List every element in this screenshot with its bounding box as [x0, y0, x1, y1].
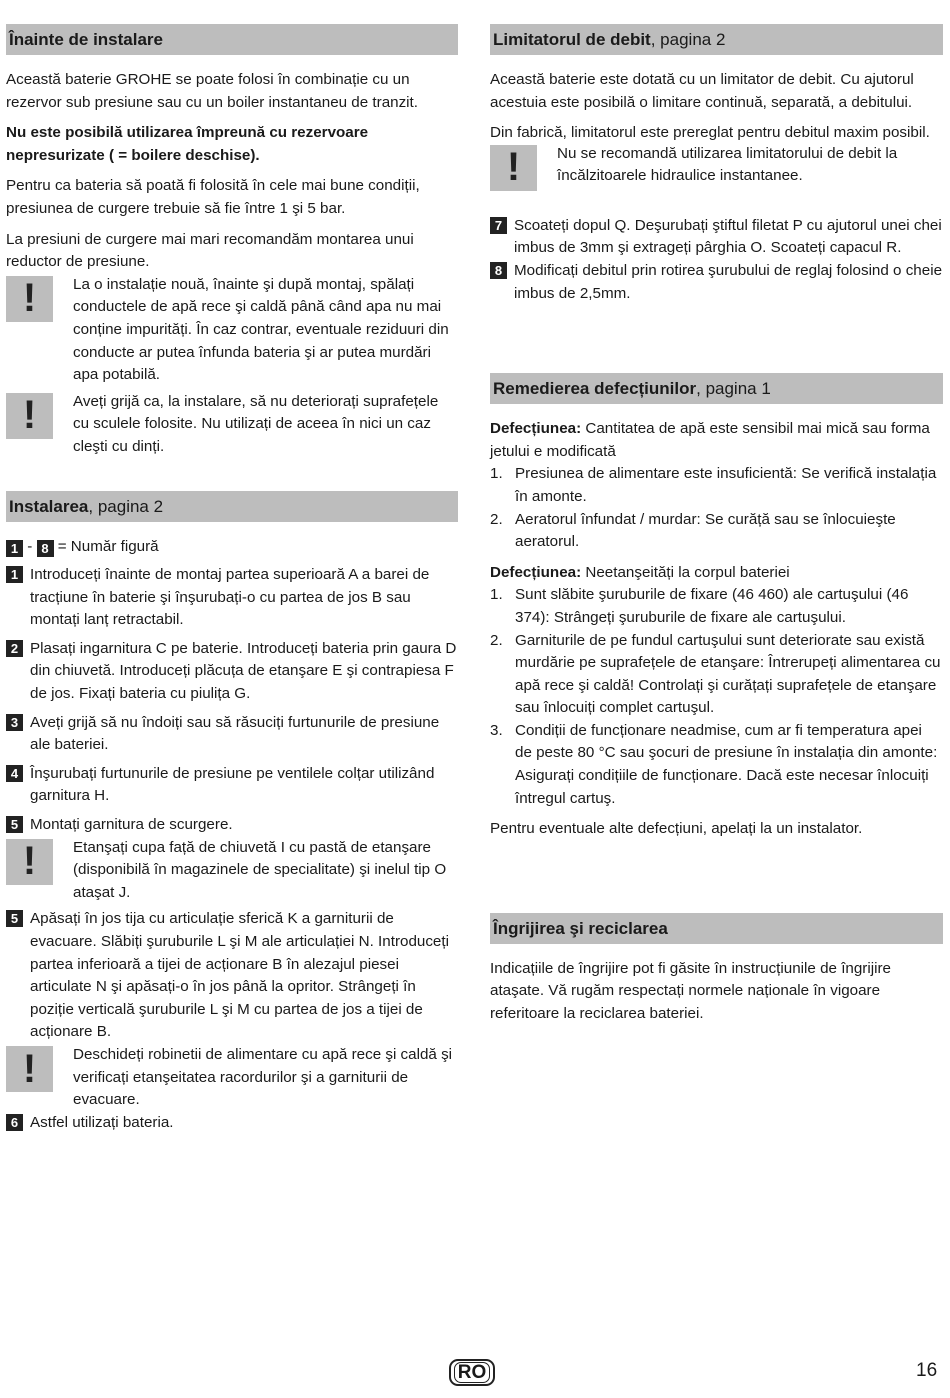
fault-1-description: Defecțiunea: Cantitatea de apă este sensibil mai mică sau forma jetului e modificată: [490, 420, 930, 460]
figure-number-badge: 8: [490, 262, 507, 279]
paragraph-intro: Această baterie GROHE se poate folosi în combinație cu un rezervor sub presiune sau cu un boiler instantaneu de tranzit.: [6, 71, 418, 111]
paragraph-limiter-factory: Din fabrică, limitatorul este prereglat pentru debitul maxim posibil.: [490, 124, 930, 142]
warning-box-limiter: [490, 143, 943, 191]
list-item: 1. Presiunea de alimentare este insuficientă: Se verifică instalația în amonte.: [490, 465, 937, 505]
section-title-flow-limiter: Limitatorul de debit, pagina 2: [490, 24, 943, 55]
section-title-troubleshooting: Remedierea defecțiunilor, pagina 1: [490, 373, 943, 404]
figure-number-badge: 3: [6, 714, 23, 731]
warning-text-flush: La o instalație nouă, înainte şi după montaj, spălați conductele de apă rece şi caldă până când apa nu mai conține impurități. În caz contrar, eventuale reziduuri din conducte ar putea înfunda bateria şi ar putea murdări apa potabilă.: [73, 275, 449, 384]
figure-number-badge: 1: [6, 540, 23, 557]
figure-number-badge: 6: [6, 1114, 23, 1131]
right-column: [490, 24, 943, 1034]
install-step: [6, 712, 458, 757]
section-title-care: Îngrijirea şi reciclarea: [490, 913, 943, 944]
step-text: Montați garnitura de scurgere.: [30, 816, 233, 834]
paragraph-care: Indicațiile de îngrijire pot fi găsite în instrucțiunile de îngrijire ataşate. Vă rugăm respectați normele naționale în vigoare referitoare la reciclarea bateriei.: [490, 959, 891, 1023]
step-text: Modificați debitul prin rotirea şurubului de reglaj folosind o cheie imbus de 2,5mm.: [514, 261, 943, 302]
section-title-install: Instalarea, pagina 2: [6, 491, 458, 522]
figure-number-badge: 8: [37, 540, 54, 557]
section-title-before-install: Înainte de instalare: [6, 24, 458, 55]
step-text: Scoateți dopul Q. Deşurubați ştiftul filetat P cu ajutorul unei chei imbus de 3mm şi extrageți pârghia O. Scoateți capacul R.: [514, 216, 942, 257]
page-number: 16: [916, 1360, 938, 1381]
figure-number-badge: 4: [6, 765, 23, 782]
list-item: 2. Garniturile de pe fundul cartuşului sunt deteriorate sau există murdărie pe suprafețele de etanşare: Întrerupeți alimentarea cu apă rece şi caldă! Controlați şi curățați suprafețele de etanşare sau înlocuiți complet cartuşul.: [490, 631, 941, 717]
step-text: Apăsați în jos tija cu articulație sferică K a garniturii de evacuare. Slăbiți şuruburile L şi M ale articulației N. Introduceți partea inferioară a tijei de acționare B în alezajul piesei articulate N şi apăsați-o în jos până la opritor. Strângeți în poziție verticală şuruburile L şi M cu partea de jos a tijei de acționare B.: [30, 910, 449, 1041]
install-step: [6, 638, 458, 706]
figure-number-badge: 1: [6, 566, 23, 583]
warning-icon: !: [6, 1046, 53, 1092]
figure-number-badge: 5: [6, 910, 23, 927]
figure-number-badge: 7: [490, 217, 507, 234]
section-troubleshooting: [490, 373, 943, 841]
figure-number-badge: 5: [6, 816, 23, 833]
paragraph-reducer: La presiuni de curgere mai mari recomandăm montarea unui reductor de presiune.: [6, 230, 414, 271]
language-badge: RO: [449, 1359, 495, 1386]
limiter-step: [490, 215, 943, 260]
step-text: Înşurubați furtunurile de presiune pe ventilele colțar utilizând garnitura H.: [30, 764, 435, 805]
warning-icon: !: [6, 393, 53, 439]
left-column: [6, 24, 458, 1140]
warning-text-limiter: Nu se recomandă utilizarea limitatorului de debit la încălzitoarele hidraulice instantanee.: [557, 144, 898, 185]
install-step: [6, 814, 458, 837]
list-item: 1. Sunt slăbite şuruburile de fixare (46 460) ale cartuşului (46 374): Strângeți şuruburile de fixare ale cartuşului.: [490, 586, 909, 626]
list-item: 3. Condiții de funcționare neadmise, cum ar fi temperatura apei de peste 80 °C sau şocuri de presiune în instalația din amonte: Asigurați condițiile de funcționare. Dacă este necesar înlocuiți întregul cartuş.: [490, 721, 938, 807]
fault-2-description: Defecțiunea: Neetanşeități la corpul bateriei: [490, 563, 790, 581]
paragraph-limiter-intro: Această baterie este dotată cu un limitator de debit. Cu ajutorul acestuia este posibilă o limitare continuă, separată, a debitului.: [490, 71, 914, 111]
limiter-step: [490, 260, 943, 305]
list-item: 2. Aeratorul înfundat / murdar: Se curăță sau se înlocuieşte aeratorul.: [490, 510, 896, 551]
install-step: [6, 1112, 458, 1135]
figure-legend: 1 - 8 = Număr figură: [6, 536, 458, 559]
warning-icon: !: [490, 145, 537, 191]
section-care: [490, 913, 943, 1026]
warning-text-check: Deschideți robinetii de alimentare cu apă rece şi caldă şi verificați etanşeitatea racordurilor şi a garniturii de evacuare.: [73, 1045, 453, 1109]
warning-text-seal: Etanşați cupa față de chiuvetă I cu pastă de etanşare (disponibilă în magazinele de specialitate) şi inelul tip O ataşat J.: [73, 838, 447, 901]
paragraph-call-installer: Pentru eventuale alte defecțiuni, apelați la un instalator.: [490, 820, 863, 838]
paragraph-not-possible: Nu este posibilă utilizarea împreună cu rezervoare nepresurizate ( = boilere deschise).: [6, 124, 369, 164]
paragraph-pressure: Pentru ca bateria să poată fi folosită în cele mai bune condiții, presiunea de curgere trebuie să fie între 1 şi 5 bar.: [6, 177, 420, 217]
fault-1-list: [490, 463, 943, 553]
warning-icon: !: [6, 276, 53, 322]
step-text: Plasați ingarnitura C pe baterie. Introduceți bateria prin gaura D din chiuvetă. Introduceți plăcuța de etanşare E şi contrapiesa F de jos. Fixați bateria cu piulița G.: [30, 639, 457, 703]
install-step: [6, 763, 458, 808]
step-text: Introduceți înainte de montaj partea superioară A a barei de tracțiune în baterie şi înşurubați-o cu partea de jos B sau montați lanț retractabil.: [30, 566, 430, 629]
warning-box-flush: [6, 274, 458, 387]
section-install: [6, 491, 458, 1135]
warning-box-tools: [6, 391, 458, 459]
warning-text-tools: Aveți grijă ca, la instalare, să nu deteriorați suprafețele cu sculele folosite. Nu utilizați de aceea în nici un caz cleşti cu dinți.: [73, 392, 439, 455]
warning-box-check: [6, 1044, 458, 1112]
section-flow-limiter: [490, 24, 943, 305]
section-before-install: [6, 24, 458, 459]
fault-2-list: [490, 584, 943, 810]
step-text: Astfel utilizați bateria.: [30, 1113, 174, 1131]
figure-number-badge: 2: [6, 640, 23, 657]
warning-box-seal: [6, 837, 458, 905]
install-step: [6, 908, 458, 1044]
step-text: Aveți grijă să nu îndoiți sau să răsuciți furtunurile de presiune ale bateriei.: [30, 713, 440, 754]
install-step: [6, 564, 458, 632]
warning-icon: !: [6, 839, 53, 885]
